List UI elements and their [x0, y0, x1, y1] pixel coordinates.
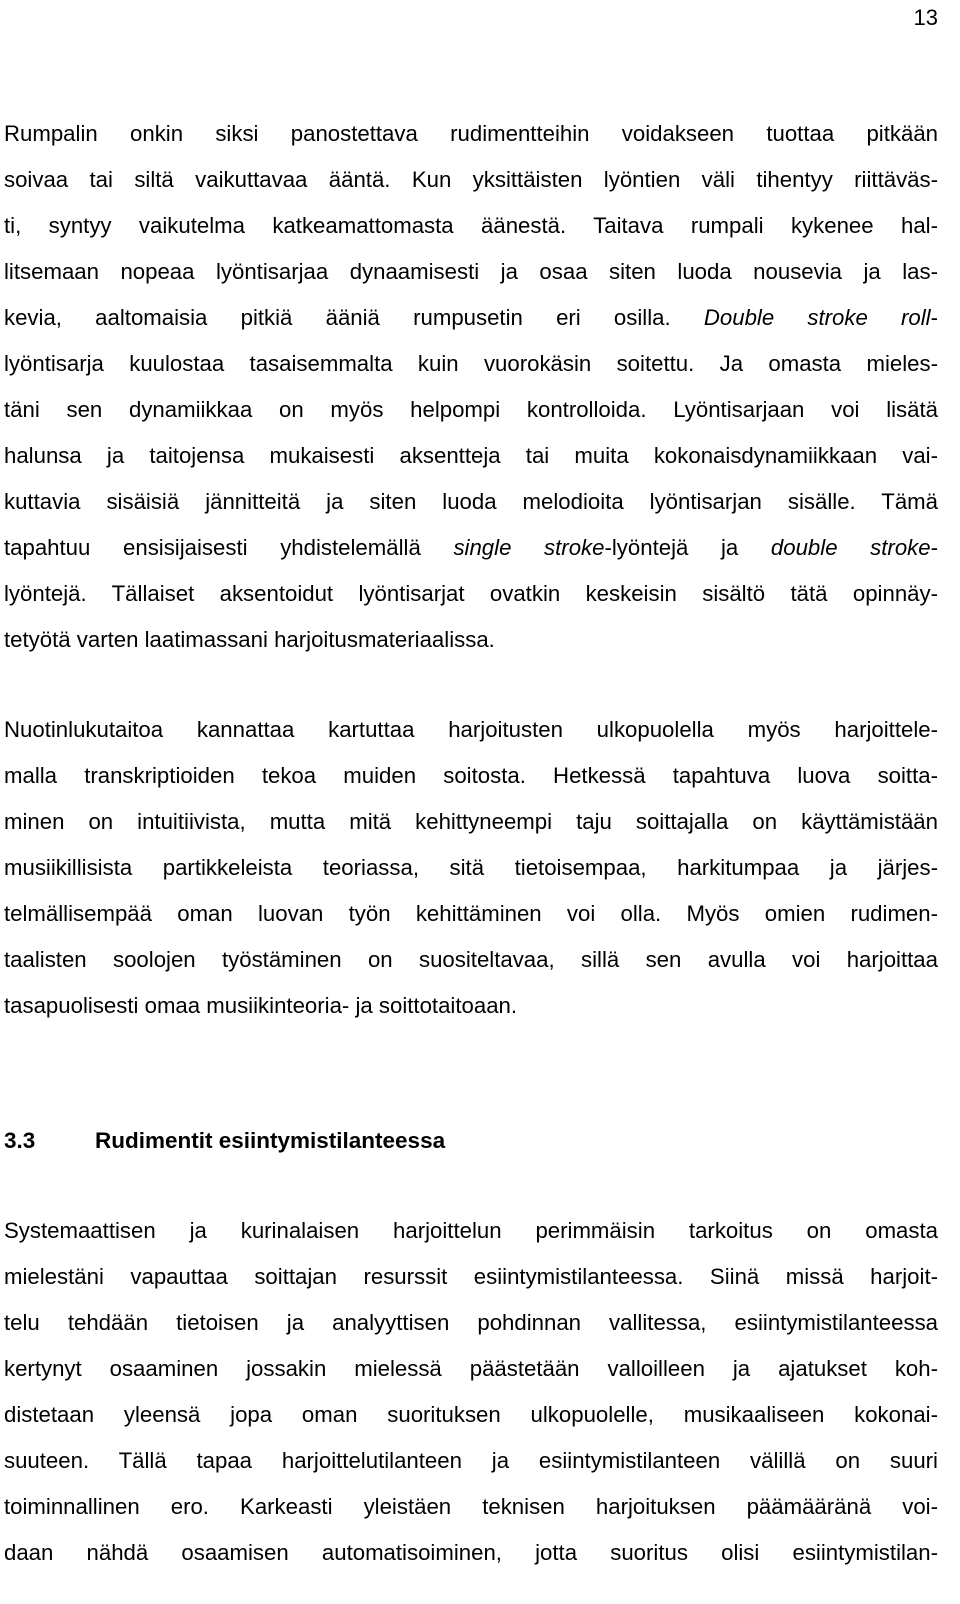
section-heading [4, 1126, 445, 1156]
text-line [4, 533, 938, 563]
text-line: taalisten soolojen työstäminen on suositeltavaa, sillä sen avulla voi harjoittaa [4, 947, 938, 972]
text-line: soivaa tai siltä vaikuttavaa ääntä. Kun yksittäisten lyöntien väli tihentyy riittäväs- [4, 167, 938, 192]
text-line: malla transkriptioiden tekoa muiden soitosta. Hetkessä tapahtuva luova soitta- [4, 763, 938, 788]
text-line: distetaan yleensä jopa oman suorituksen ulkopuolelle, musikaaliseen kokonai- [4, 1402, 938, 1427]
text-line: musiikillisista partikkeleista teoriassa, sitä tietoisempaa, harkitumpaa ja järjes- [4, 855, 938, 880]
text-line: lyöntejä. Tällaiset aksentoidut lyöntisarjat ovatkin keskeisin sisältö tätä opinnäy- [4, 581, 938, 606]
text-line: Nuotinlukutaitoa kannattaa kartuttaa harjoitusten ulkopuolella myös harjoittele- [4, 717, 938, 742]
text-line: täni sen dynamiikkaa on myös helpompi kontrolloida. Lyöntisarjaan voi lisätä [4, 397, 938, 422]
text-span: tapahtuu ensisijaisesti yhdistelemällä [4, 535, 454, 560]
text-line: minen on intuitiivista, mutta mitä kehittyneempi taju soittajalla on käyttämistään [4, 809, 938, 834]
text-line: daan nähdä osaamisen automatisoiminen, jotta suoritus olisi esiintymistilan- [4, 1540, 938, 1565]
text-line: Rumpalin onkin siksi panostettava rudimentteihin voidakseen tuottaa pitkään [4, 121, 938, 146]
text-span: kevia, aaltomaisia pitkiä ääniä rumpusetin eri osilla. [4, 305, 704, 330]
text-line: mielestäni vapauttaa soittajan resurssit esiintymistilanteessa. Siinä missä harjoit- [4, 1264, 938, 1289]
text-line: lyöntisarja kuulostaa tasaisemmalta kuin vuorokäsin soitettu. Ja omasta mieles- [4, 351, 938, 376]
italic-term: single stroke [453, 535, 605, 560]
text-line: kuttavia sisäisiä jännitteitä ja siten luoda melodioita lyöntisarjan sisälle. Tämä [4, 489, 938, 514]
italic-term: double stroke [770, 535, 931, 560]
text-line: tasapuolisesti omaa musiikinteoria- ja soittotaitoaan. [4, 993, 518, 1018]
text-line: telu tehdään tietoisen ja analyyttisen pohdinnan vallitessa, esiintymistilanteessa [4, 1310, 938, 1335]
text-span: -lyöntejä ja [604, 535, 771, 560]
section-number: 3.3 [4, 1128, 36, 1153]
text-span: - [930, 305, 938, 330]
text-line: litsemaan nopeaa lyöntisarjaa dynaamisesti ja osaa siten luoda nousevia ja las- [4, 259, 938, 284]
text-line: halunsa ja taitojensa mukaisesti aksentteja tai muita kokonaisdynamiikkaan vai- [4, 443, 938, 468]
text-line: kertynyt osaaminen jossakin mielessä päästetään valloilleen ja ajatukset koh- [4, 1356, 938, 1381]
text-line: Systemaattisen ja kurinalaisen harjoittelun perimmäisin tarkoitus on omasta [4, 1218, 938, 1243]
page-number: 13 [913, 5, 938, 30]
text-line: tetyötä varten laatimassani harjoitusmateriaalissa. [4, 627, 495, 652]
text-line: telmällisempää oman luovan työn kehittäminen voi olla. Myös omien rudimen- [4, 901, 938, 926]
text-line: ti, syntyy vaikutelma katkeamattomasta äänestä. Taitava rumpali kykenee hal- [4, 213, 938, 238]
text-line [4, 303, 938, 333]
section-title: Rudimentit esiintymistilanteessa [95, 1128, 446, 1153]
text-span: - [930, 535, 938, 560]
italic-term: Double stroke roll [703, 305, 931, 330]
text-line: toiminnallinen ero. Karkeasti yleistäen teknisen harjoituksen päämääränä voi- [4, 1494, 938, 1519]
text-line: suuteen. Tällä tapaa harjoittelutilanteen ja esiintymistilanteen välillä on suuri [4, 1448, 938, 1473]
